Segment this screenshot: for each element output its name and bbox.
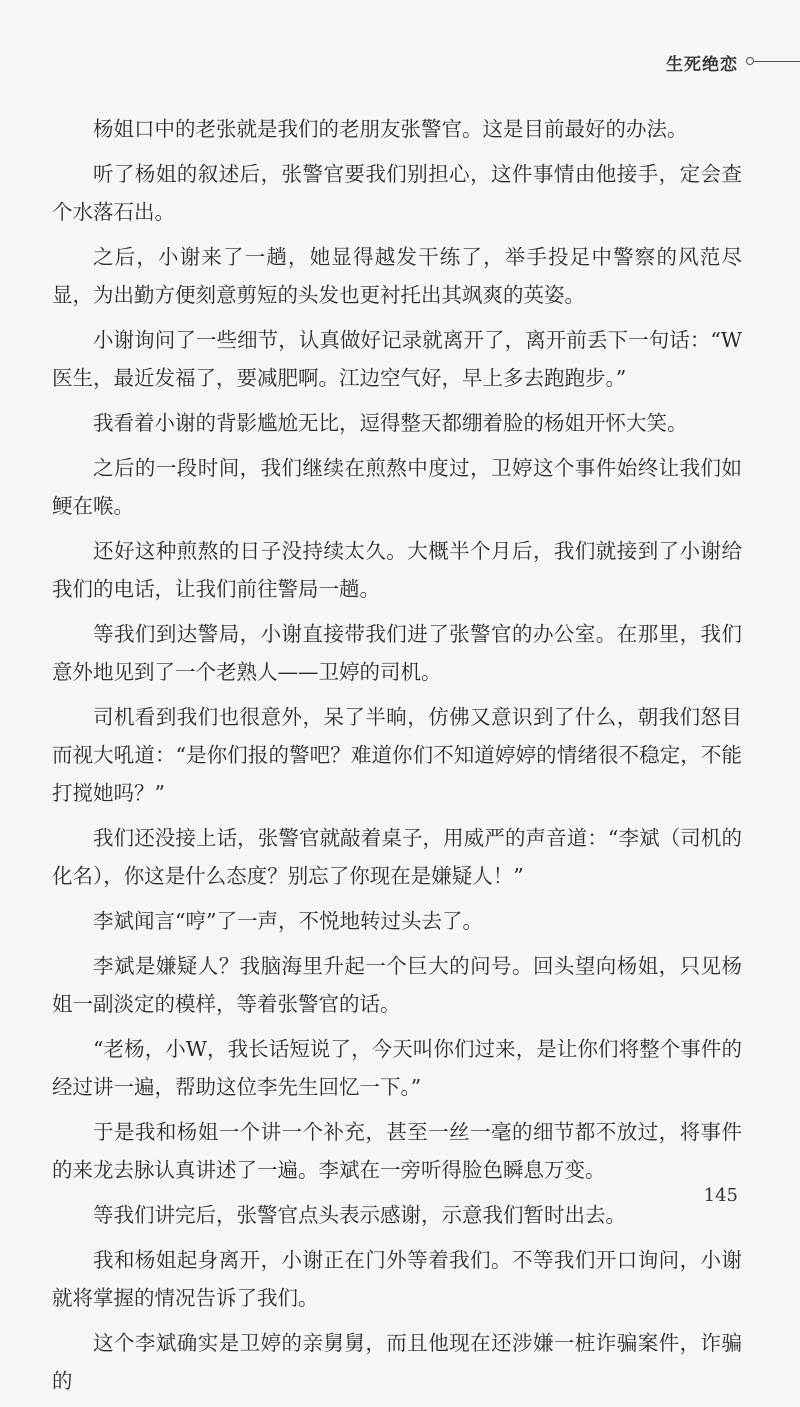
paragraph: 杨姐口中的老张就是我们的老朋友张警官。这是目前最好的办法。 <box>93 117 688 141</box>
header-rule-line <box>754 61 800 62</box>
paragraph: “老杨，小W，我长话短说了，今天叫你们过来，是让你们将整个事件的经过讲一遍，帮助这位李先生回忆一下。” <box>52 1037 742 1099</box>
paragraph: 司机看到我们也很意外，呆了半晌，仿佛又意识到了什么，朝我们怒目而视大吼道：“是你们报的警吧？难道你们不知道婷婷的情绪很不稳定，不能打搅她吗？” <box>52 705 742 805</box>
header-title: 生死绝恋 <box>666 55 738 75</box>
paragraph: 之后的一段时间，我们继续在煎熬中度过，卫婷这个事件始终让我们如鲠在喉。 <box>52 456 742 518</box>
body-text <box>52 110 742 1407</box>
paragraph: 小谢询问了一些细节，认真做好记录就离开了，离开前丢下一句话：“W医生，最近发福了，要减肥啊。江边空气好，早上多去跑跑步。” <box>52 328 742 390</box>
paragraph: 还好这种煎熬的日子没持续太久。大概半个月后，我们就接到了小谢给我们的电话，让我们前往警局一趟。 <box>52 539 742 601</box>
paragraph: 于是我和杨姐一个讲一个补充，甚至一丝一毫的细节都不放过，将事件的来龙去脉认真讲述了一遍。李斌在一旁听得脸色瞬息万变。 <box>52 1120 742 1182</box>
paragraph: 这个李斌确实是卫婷的亲舅舅，而且他现在还涉嫌一桩诈骗案件，诈骗的 <box>52 1331 742 1393</box>
paragraph: 李斌闻言“哼”了一声，不悦地转过头去了。 <box>93 909 483 933</box>
paragraph: 等我们到达警局，小谢直接带我们进了张警官的办公室。在那里，我们意外地见到了一个老熟人——卫婷的司机。 <box>52 622 742 684</box>
paragraph: 我和杨姐起身离开，小谢正在门外等着我们。不等我们开口询问，小谢就将掌握的情况告诉了我们。 <box>52 1248 742 1310</box>
running-header <box>540 40 800 80</box>
paragraph: 我们还没接上话，张警官就敲着桌子，用威严的声音道：“李斌（司机的化名），你这是什么态度？别忘了你现在是嫌疑人！” <box>52 826 742 888</box>
paragraph: 等我们讲完后，张警官点头表示感谢，示意我们暂时出去。 <box>93 1203 626 1227</box>
header-circle-ornament <box>746 57 754 65</box>
paragraph: 我看着小谢的背影尴尬无比，逗得整天都绷着脸的杨姐开怀大笑。 <box>93 411 688 435</box>
paragraph: 听了杨姐的叙述后，张警官要我们别担心，这件事情由他接手，定会查个水落石出。 <box>52 162 742 224</box>
paragraph: 之后，小谢来了一趟，她显得越发干练了，举手投足中警察的风范尽显，为出勤方便刻意剪短的头发也更衬托出其飒爽的英姿。 <box>52 245 742 307</box>
page-number: 145 <box>703 1185 738 1206</box>
paragraph: 李斌是嫌疑人？我脑海里升起一个巨大的问号。回头望向杨姐，只见杨姐一副淡定的模样，等着张警官的话。 <box>52 954 742 1016</box>
